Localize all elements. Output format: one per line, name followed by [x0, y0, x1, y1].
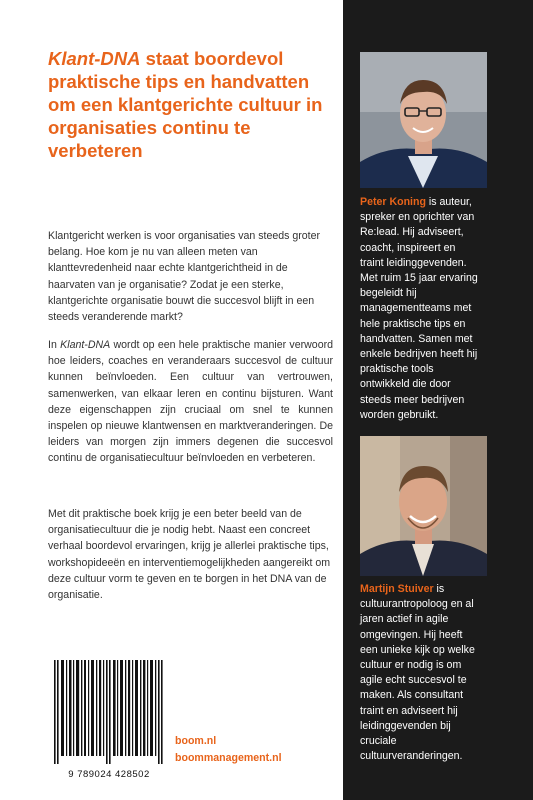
paragraph-description-prefix: In: [48, 339, 61, 351]
headline: [48, 47, 338, 162]
paragraph-description-title: Klant-DNA: [60, 339, 111, 351]
author-photo-martijn-stuiver: [360, 436, 487, 576]
paragraph-description: [48, 337, 333, 467]
paragraph-benefits: Met dit praktische boek krijg je een beter beeld van de organisatiecultuur die je nodig hebt. Naast een concreet verhaal boordevol ervaringen, krijg je allerlei praktische tips, workshopideeën en interventiemogelijkheden aangereikt om deze cultuur vorm te geven en te borgen in het DNA van de organisatie.: [48, 508, 331, 602]
portrait-image-icon: [360, 436, 487, 576]
author-name-peter-koning: Peter Koning: [360, 196, 426, 208]
author-bio-peter-koning: [360, 195, 478, 423]
barcode-bars-icon: [48, 656, 170, 766]
paragraph-intro: Klantgericht werken is voor organisaties van steeds groter belang. Hoe kom je nu van alleen meten van klanttevredenheid naar echte klantgerichtheid in de haarvaten van je organisatie? Zodat je een sterke, klantgerichte organisatie bouwt die succesvol blijft in een steeds veranderende markt?: [48, 230, 321, 324]
author-bio-martijn-stuiver: [360, 582, 478, 764]
publisher-url-boommanagement[interactable]: boommanagement.nl: [175, 752, 282, 764]
author-bio-text-martijn-stuiver: is cultuurantropoloog en al jaren actief in agile omgevingen. Hij heeft een unieke kijk op welke cultuur er nodig is om agile echt succesvol te maken. Als consultant traint en adviseert hij leidinggevenden bij cruciale cultuurveranderingen.: [360, 583, 475, 763]
headline-title: Klant-DNA: [48, 48, 141, 69]
barcode: [48, 656, 170, 780]
publisher-url-boom[interactable]: boom.nl: [175, 735, 217, 747]
author-bio-text-peter-koning: is auteur, spreker en oprichter van Re:lead. Hij adviseert, coacht, inspireert en traint leidinggevenden. Met ruim 15 jaar ervaring begeleidt hij managementteams met hele praktische tips en handvatten. Samen met enkele bedrijven heeft hij praktische tools ontwikkeld die door steeds meer bedrijven worden gebruikt.: [360, 196, 478, 421]
isbn-number: 9 789024 428502: [68, 769, 150, 780]
paragraph-description-rest: wordt op een hele praktische manier verwoord hoe leiders, coaches en veranderaars succesvol de cultuur kunnen beïnvloeden. Een cultuur van vertrouwen, samenwerken, van elkaar leren en continu bijsturen. Want deze eigenschappen zijn cruciaal om snel te kunnen inspelen op nieuwe klantwensen en marktveranderingen. De leiders van morgen zijn immers degenen die succesvol continu de organisatiecultuur beïnvloeden en verbeteren.: [48, 339, 334, 465]
author-name-martijn-stuiver: Martijn Stuiver: [360, 583, 434, 595]
author-photo-peter-koning: [360, 52, 487, 188]
headline-rest: staat boordevol praktische tips en handvatten om een klantgerichte cultuur in organisaties continu te verbeteren: [48, 48, 323, 161]
portrait-image-icon: [360, 52, 487, 188]
